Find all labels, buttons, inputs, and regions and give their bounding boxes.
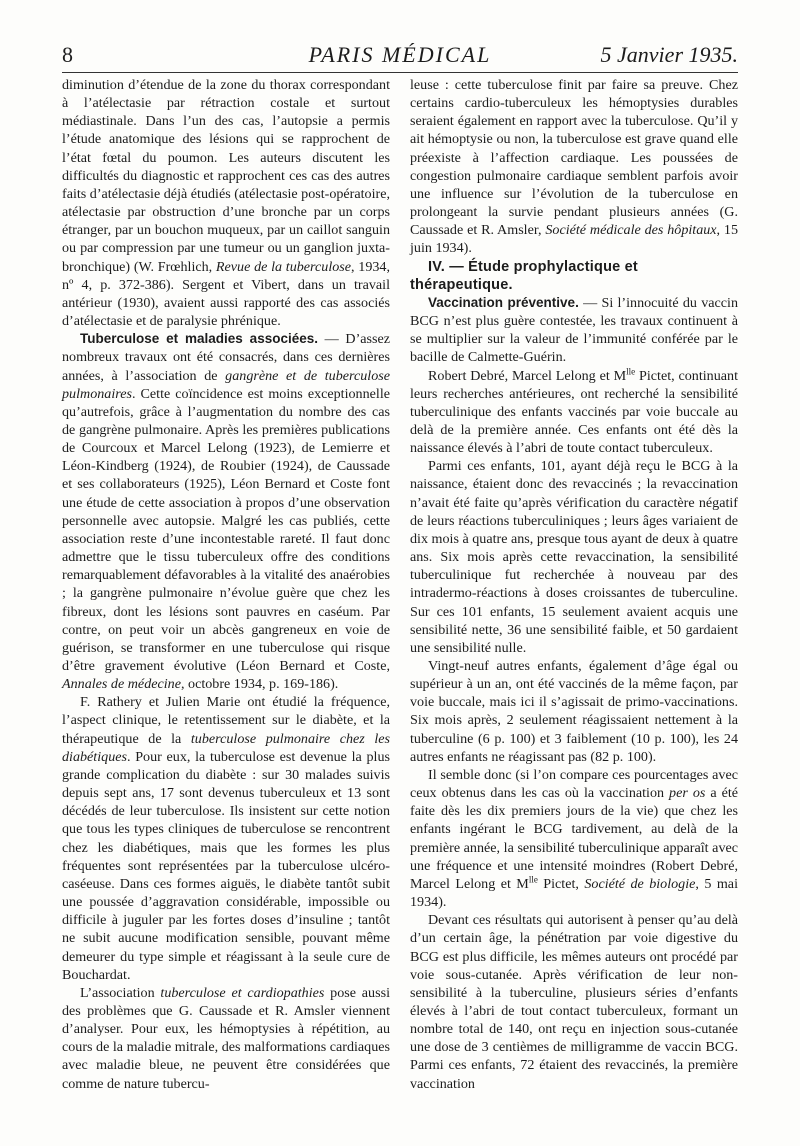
citation: Annales de médecine [62,676,181,693]
citation: Société de biologie [584,875,696,892]
paragraph-vaccination: Vaccination préventive. — Si l’innocuité du vaccin BCG n’est plus guère contestée, les travaux continuent à se multiplier sur la valeur de l’immunité conférée par le bacille de Calmette-Guérin. [410,294,739,366]
subsection-heading: Tuberculose et maladies associées. [80,331,318,347]
paragraph-pourcentages: Il semble donc (si l’on compare ces pourcentages avec ceux obtenus dans les cas où la vaccination per os a été faite dès les dix premiers jours de la vie) que chez les enfants ingérant le BCG tardivement, au delà de la première année, la sensibilité tuberculinique apparaît avec une fréquence et une intensité moindres (Robert Debré, Marcel Lelong et $M^{lle}$ Pictet, Société de biologie, 5 mai 1934). [410,766,739,911]
issue-date: 5 Janvier 1935. [600,42,738,67]
header-rule [62,72,738,73]
subsection-heading: Vaccination préventive. [428,294,579,310]
right-column [410,76,738,1093]
paragraph-revaccines: Parmi ces enfants, 101, ayant déjà reçu le BCG à la naissance, étaient donc des revaccinés ; la revaccination n’avait été faite qu’après vérification du caractère négatif de leurs réactions tuberculiniques ; leurs âges variaient de dix mois à quatre ans, presque tous ayant de deux à quatre ans. Six mois après cette revaccination, la sensibilité tuberculinique fut recherchée à nouveau par des intradermo-réactions à doses croissantes de tuberculine. Sur ces 101 enfants, 15 seulement avaient acquis une sensibilité nette, 36 une sensibilité faible, et 50 gardaient une sensibilité nulle. [410,458,738,656]
section-heading: IV. — Étude prophylactique et thérapeutique. [410,258,638,293]
page-number: 8 [62,42,73,67]
journal-title: PARIS MÉDICAL [308,42,492,67]
left-column [62,76,390,1093]
paragraph-sous-cutanee: Devant ces résultats qui autorisent à penser qu’au delà d’un certain âge, la pénétration par voie digestive du BCG est plus difficile, les mêmes auteurs ont procédé par voie sous-cutanée. Après vérification de leur non-sensibilité à la tuberculine, plusieurs séries d’enfants élevés à l’abri de tout contact tuberculeux, formant un nombre total de 140, ont reçu en injection sous-cutanée une dose de 3 centièmes de milligramme de vaccin BCG. Parmi ces enfants, 72 étaient des revaccinés, la première vaccination [410,912,738,1092]
paragraph-maladies-associees: Tuberculose et maladies associées. — D’assez nombreux travaux ont été consacrés, dans ces dernières années, à l’association de gangrène et de tuberculose pulmonaires. Cette coïncidence est moins exceptionnelle qu’autrefois, grâce à l’augmentation du nombre des cas de gangrène pulmonaire. Après les premières publications de Courcoux et Marcel Lelong (1923), de Lemierre et Léon-Kindberg (1924), de Roubier (1924), de Caussade et ses collaborateurs (1925), Léon Bernard et Coste font une étude de cette association à propos d’une observation personnelle avec autopsie. Malgré les cas publiés, cette association reste d’une incontestable rareté. Il faut donc admettre que le tissu tuberculeux offre des conditions remarquablement défavorables à la vitalité des anaérobies ; la gangrène pulmonaire n’évolue guère que chez les fibreux, dont les lésions sont pauvres en caséum. Par contre, on peut voir un abcès gangreneux en voie de guérison, se transformer en une tuberculose qui risque d’être gravement évolutive (Léon Bernard et Coste, Annales de médecine, octobre 1934, p. 169-186). [62,331,390,693]
citation: Revue de la tuberculose [215,258,352,275]
paragraph-diabetiques: F. Rathery et Julien Marie ont étudié la fréquence, l’aspect clinique, le retentissement sur le diabète, et la thérapeutique de la tuberculose pulmonaire chez les diabétiques. Pour eux, la tuberculose est devenue la plus grande complication du diabète : sur 30 malades suivis depuis sept ans, 17 sont devenus tuberculeux et 13 sont décédés de leur tuberculose. Ils insistent sur cette notion que tous les types cliniques de tuberculose se rencontrent chez les diabétiques, mais que les formes les plus fréquentes sont représentées par la tuberculose ulcéro-caséeuse. Dans ces formes aiguës, le diabète tantôt subit une poussée d’aggravation considérable, impossible ou difficile à juguler par les fortes doses d’insuline ; tantôt ne subit aucune modification sensible, pouvant même demeurer du type simple et réagissant à la seule cure de Bouchardat. [62,694,390,983]
paragraph-primo-vaccinations: Vingt-neuf autres enfants, également d’âge égal ou supérieur à un an, ont été vaccinés de la même façon, par voie buccale, mais ici il s’agissait de primo-vaccinations. Six mois après, 2 seulement réagissaient nettement à la tuberculine (6 p. 100) et 3 faiblement (10 p. 100), les 24 autres enfants ne réagissant pas (82 p. 100). [410,658,738,765]
page-header [62,38,738,72]
paragraph-debre-lelong: Robert Debré, Marcel Lelong et $M^{lle}$ Pictet, continuant leurs recherches antérieures, ont recherché la sensibilité tuberculinique des enfants vaccinés par voie buccale au delà de la première année. Ces enfants ont été dès la naissance élevés à l’abri de toute contact tuberculeux. [410,365,738,457]
paragraph-cardio-tuberculeux: leuse : cette tuberculose finit par faire sa preuve. Chez certains cardio-tuberculeux les hémoptysies durables seraient également en rapport avec la tuberculose. Qu’il y ait hémoptysie ou non, la tuberculose est grave quand elle préexiste à l’affection cardiaque. Les poussées de congestion pulmonaire cardiaque semblent parfois avoir une influence sur l’évolution de la tuberculose en prolongeant la survie pendant plusieurs années (G. Caussade et R. Amsler, Société médicale des hôpitaux, 15 juin 1934). [410,77,739,257]
paragraph-cardiopathies: L’association tuberculose et cardiopathies pose aussi des problèmes que G. Caussade et R. Amsler viennent d’analyser. Pour eux, les hémoptysies à répétition, au cours de la maladie mitrale, des malformations cardiaques avec maladie bleue, ne peuvent être considérées que comme de nature tubercu- [62,984,390,1092]
citation: Société médicale des hôpitaux [545,222,717,239]
paragraph-atelectasie: diminution d’étendue de la zone du thorax correspondant à l’atélectasie par rétraction costale et surtout médiastinale. Dans l’un des cas, l’autopsie a permis l’étude anatomique des lésions qui se rapprochent de l’état fœtal du poumon. Les auteurs discutent les difficultés du diagnostic et rapprochent ces cas des autres faits d’atélectasie déjà étudiés (atélectasie post-opératoire, atélectasie par obstruction d’une bronche par un corps étranger, par un bouchon muqueux, par un caillot sanguin ou par compression par une tumeur ou un ganglion juxta-bronchique) (W. Frœhlich, Revue de la tuberculose, 1934, nº 4, p. 372-386). Sergent et Vibert, dans un travail antérieur (1930), avaient aussi rapporté des cas associés d’atélectasie et de paralysie phrénique. [62,77,390,330]
